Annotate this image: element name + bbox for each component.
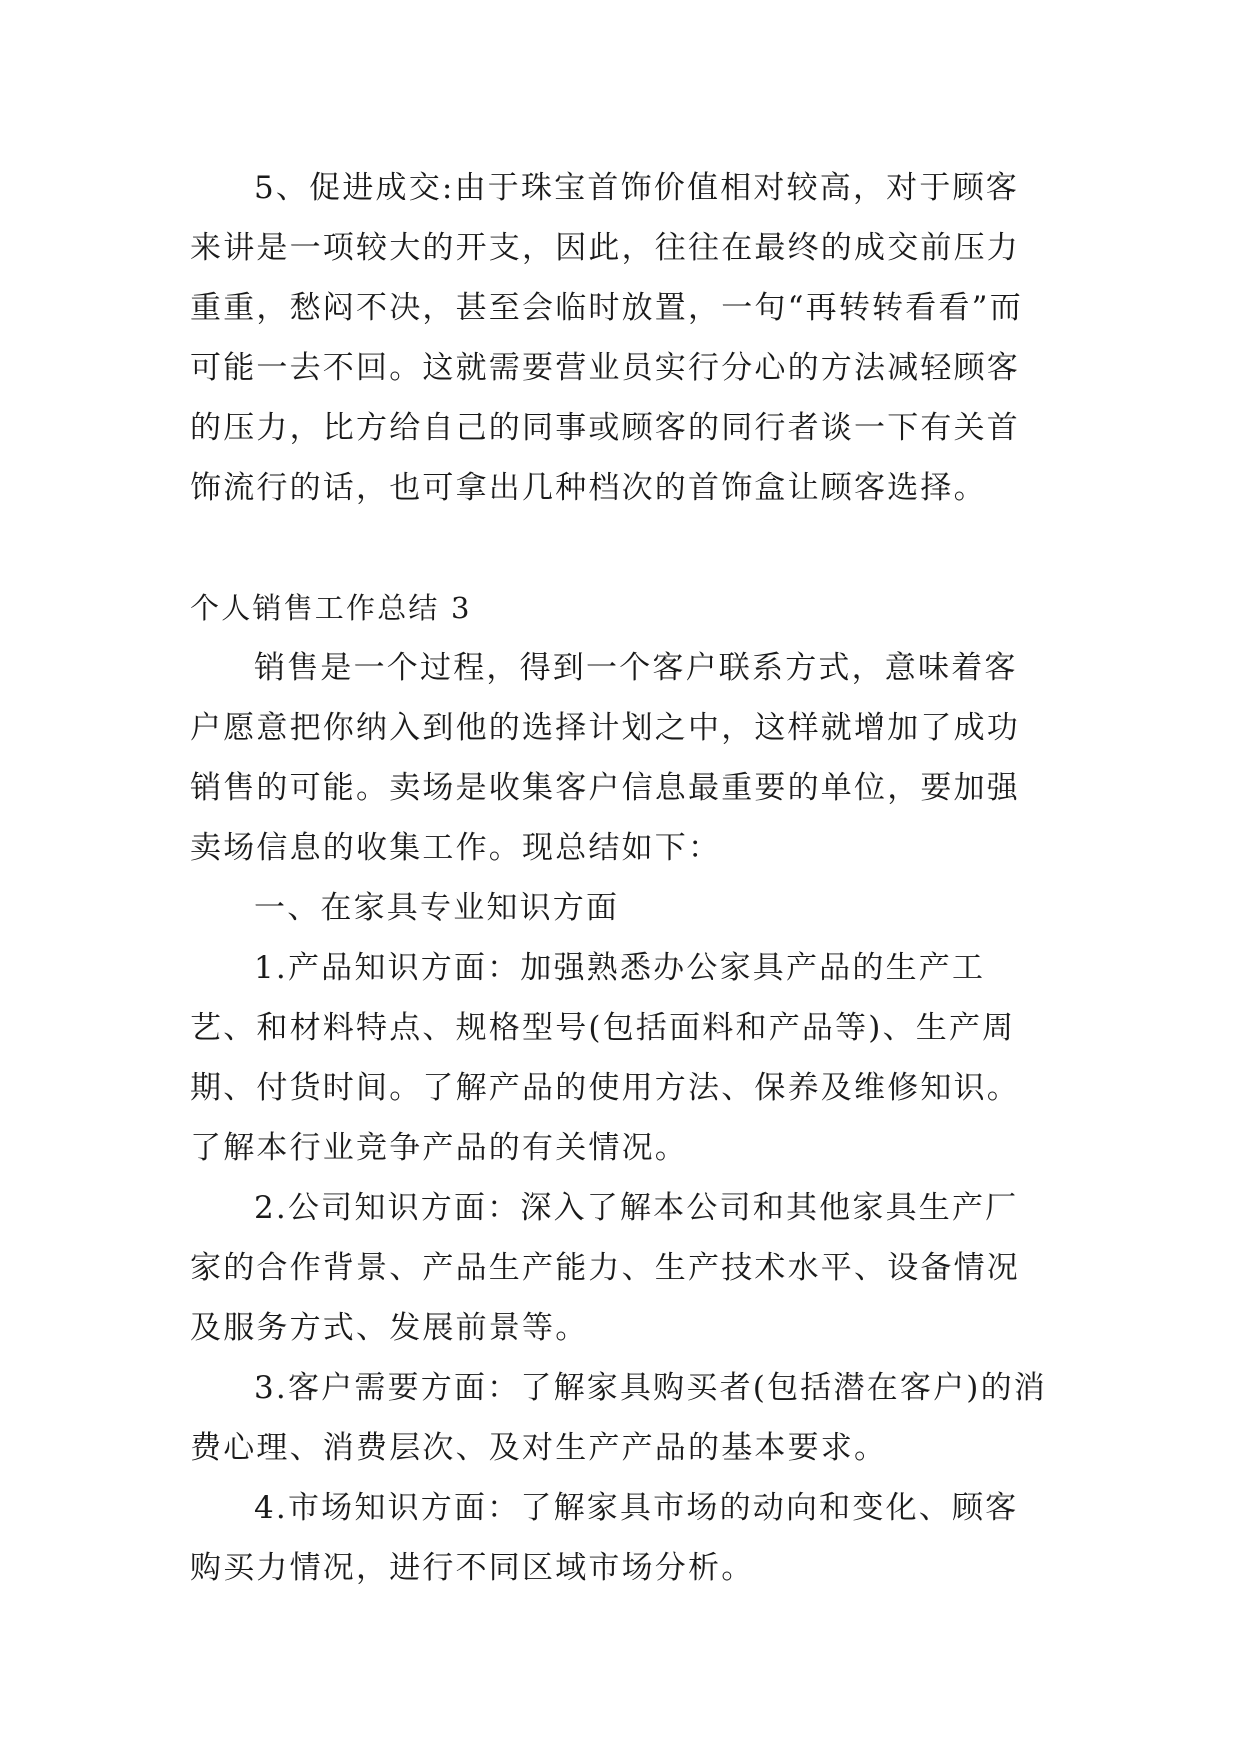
paragraph-gap xyxy=(190,518,1050,578)
section-intro-paragraph: 销售是一个过程，得到一个客户联系方式，意味着客户愿意把你纳入到他的选择计划之中，这样就增加了成功销售的可能。卖场是收集客户信息最重要的单位，要加强卖场信息的收集工作。现总结如下： xyxy=(190,650,1020,866)
section-title: 个人销售工作总结 3 xyxy=(190,591,472,625)
item-product-knowledge: 1.产品知识方面：加强熟悉办公家具产品的生产工艺、和材料特点、规格型号(包括面料和产品等)、生产周期、付货时间。了解产品的使用方法、保养及维修知识。了解本行业竞争产品的有关情况。 xyxy=(190,950,1020,1166)
item-company-knowledge: 2.公司知识方面：深入了解本公司和其他家具生产厂家的合作背景、产品生产能力、生产技术水平、设备情况及服务方式、发展前景等。 xyxy=(190,1190,1020,1346)
item-market-knowledge: 4.市场知识方面：了解家具市场的动向和变化、顾客购买力情况，进行不同区域市场分析。 xyxy=(190,1490,1019,1586)
item-customer-needs: 3.客户需要方面：了解家具购买者(包括潜在客户)的消费心理、消费层次、及对生产产品的基本要求。 xyxy=(190,1370,1047,1466)
document-body xyxy=(190,158,1050,1598)
intro-paragraph: 5、促进成交:由于珠宝首饰价值相对较高，对于顾客来讲是一项较大的开支，因此，往往在最终的成交前压力重重，愁闷不决，甚至会临时放置，一句“再转转看看”而可能一去不回。这就需要营业员实行分心的方法减轻顾客的压力，比方给自己的同事或顾客的同行者谈一下有关首饰流行的话，也可拿出几种档次的首饰盒让顾客选择。 xyxy=(190,170,1023,506)
subheading: 一、在家具专业知识方面 xyxy=(254,890,620,926)
